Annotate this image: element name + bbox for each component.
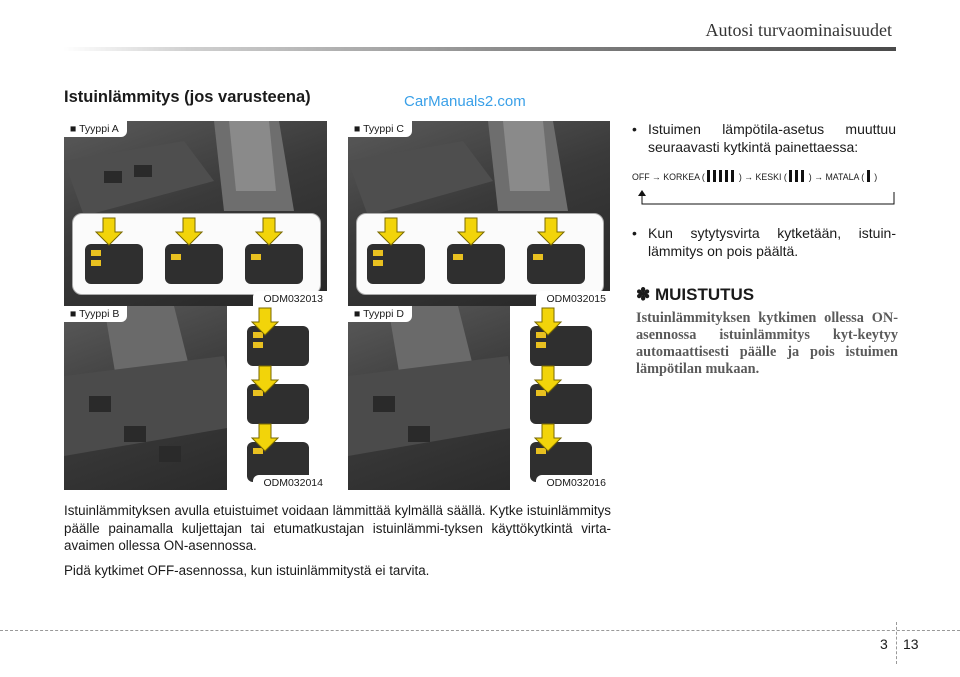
seat-heater-switches (510, 306, 610, 490)
seq-off: OFF (632, 172, 650, 182)
seq-close: ) (808, 172, 812, 182)
cycle-return-arrow (636, 190, 898, 210)
switch-inset (356, 213, 604, 295)
figure-type-c (348, 121, 610, 306)
header-title: Autosi turvaominaisuudet (705, 20, 892, 40)
bullet-dot: • (632, 225, 637, 241)
heat-level-3-icon (705, 170, 739, 182)
note-symbol-icon: ✽ (636, 285, 651, 304)
seq-close: ) (738, 172, 742, 182)
seat-heater-switches (357, 214, 603, 294)
figure-type-b (64, 306, 327, 490)
seq-arrow: → (814, 172, 823, 182)
figure-label: ■ Tyyppi B (64, 306, 127, 322)
figure-code: ODM032014 (253, 475, 327, 490)
bullet-2: Kun sytytysvirta kytketään, istuin-lämmitys on pois päältä. (648, 225, 896, 259)
seq-close: ) (874, 172, 878, 182)
seat-heater-switches (227, 306, 327, 490)
figure-code: ODM032016 (536, 475, 610, 490)
seq-medium: KESKI ( (755, 172, 787, 182)
footer-divider (896, 622, 897, 664)
figure-label: ■ Tyyppi D (348, 306, 412, 322)
seat-heater-switches (73, 214, 320, 294)
watermark: CarManuals2.com (404, 93, 526, 110)
seq-high: KORKEA ( (663, 172, 705, 182)
figure-code: ODM032015 (536, 291, 610, 306)
heat-level-2-icon (787, 170, 809, 182)
header-rule (63, 47, 896, 51)
body-paragraph-1: Istuinlämmityksen avulla etuistuimet voidaan lämmittää kylmällä säällä. Kytke istuinlämmitys päälle painamalla kuljettajan tai etumatkustajan istuinlämmi-tyksen käyttökytkintä virta-avaimen ollessa ON-asennossa. (64, 503, 611, 553)
seq-arrow: → (652, 172, 661, 182)
temperature-sequence (632, 170, 877, 182)
footer-rule (0, 630, 960, 631)
note-body: Istuinlämmityksen kytkimen ollessa ON-asennossa istuinlämmitys kyt-keytyy automaattisesti päälle ja pois istuimen lämpötilan mukaan. (636, 310, 898, 377)
seq-low: MATALA ( (825, 172, 865, 182)
figure-label: ■ Tyyppi A (64, 121, 127, 137)
note-title: MUISTUTUS (654, 285, 755, 304)
figure-type-a (64, 121, 327, 306)
switch-stack (227, 306, 327, 490)
seq-arrow: → (744, 172, 754, 182)
bullet-dot: • (632, 121, 637, 137)
note-heading (636, 285, 754, 305)
footer-chapter: 3 (880, 636, 888, 652)
switch-stack (510, 306, 610, 490)
figure-label: ■ Tyyppi C (348, 121, 412, 137)
section-title: Istuinlämmitys (jos varusteena) (64, 88, 311, 106)
footer-page: 13 (903, 636, 919, 652)
body-paragraph-2: Pidä kytkimet OFF-asennossa, kun istuinlämmitystä ei tarvita. (64, 563, 430, 578)
figure-code: ODM032013 (253, 291, 327, 306)
heat-level-1-icon (864, 170, 874, 182)
figure-type-d (348, 306, 610, 490)
bullet-1: Istuimen lämpötila-asetus muuttuu seuraavasti kytkintä painettaessa: (648, 121, 896, 155)
switch-inset (72, 213, 321, 295)
